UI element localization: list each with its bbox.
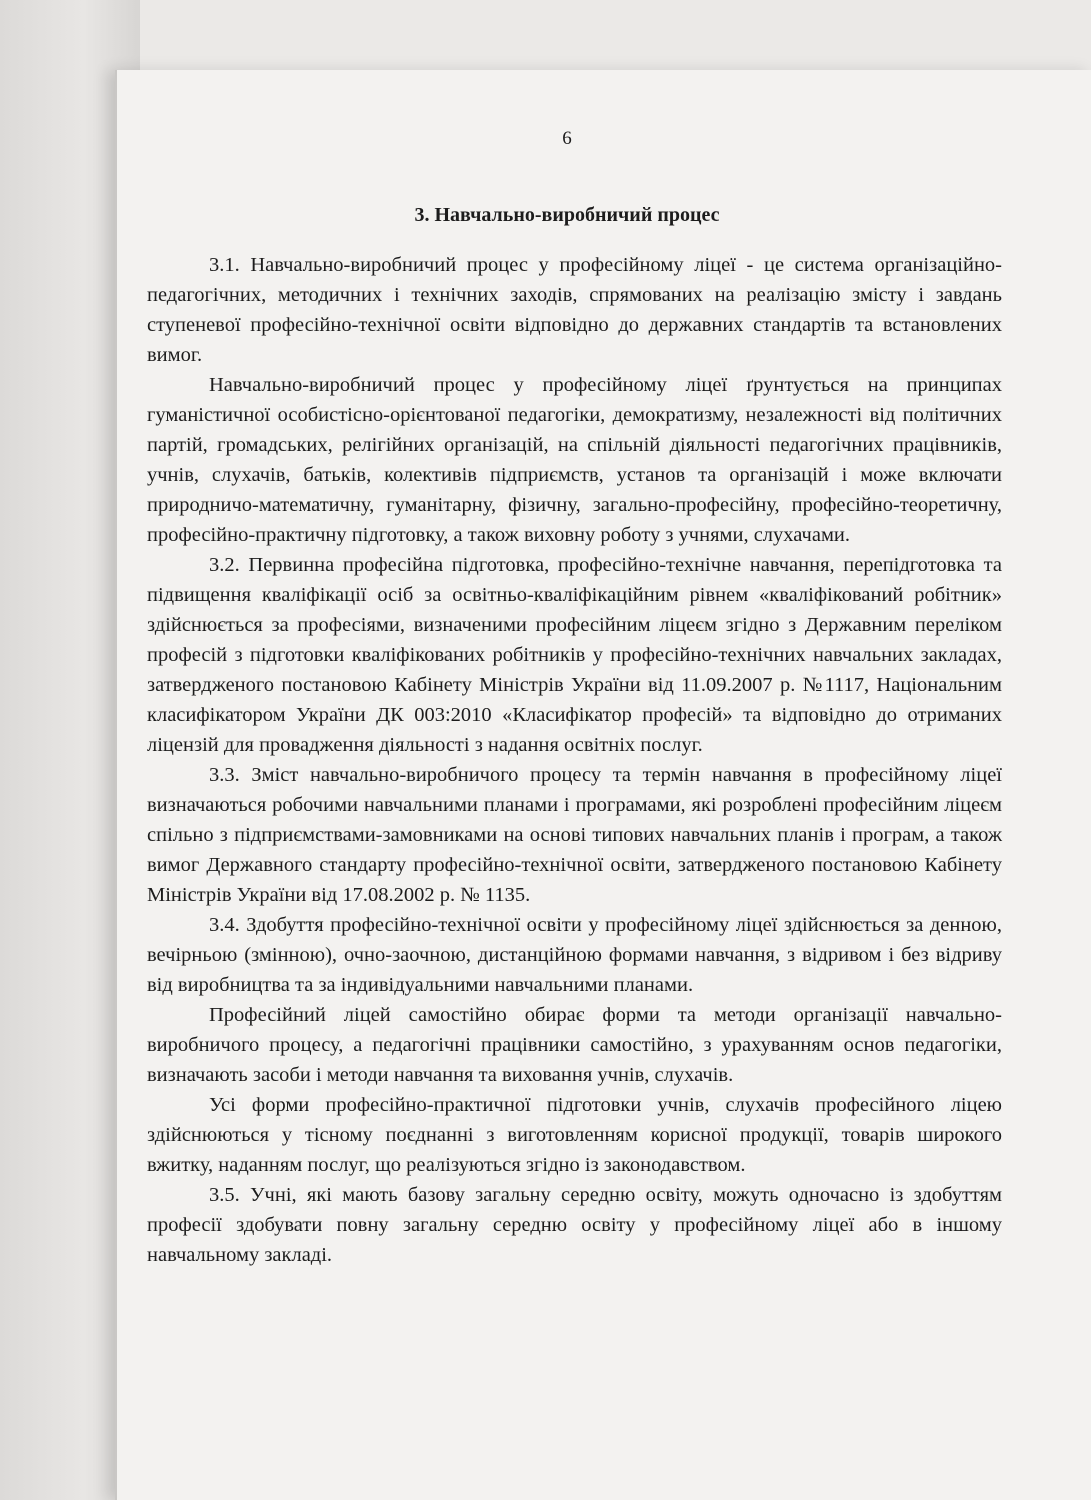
- section-title: 3. Навчально-виробничий процес: [414, 204, 720, 226]
- paragraph-3-4: 3.4. Здобуття професійно-технічної освіти у професійному ліцеї здійснюється за денною, вечірньою (змінною), очно-заочною, дистанційною формами навчання, з відривом і без відриву від виробництва та за індивідуальними навчальними планами.: [147, 914, 1002, 996]
- paragraph-principles: Навчально-виробничий процес у професійному ліцеї ґрунтується на принципах гуманістичної особистісно-орієнтованої педагогіки, демократизму, незалежності від політичних партій, громадських, релігійних організацій, на спільній діяльності педагогічних працівників, учнів, слухачів, батьків, колективів підприємств, установ та організацій і може включати природничо-математичну, гуманітарну, фізичну, загально-професійну, професійно-теоретичну, професійно-практичну підготовку, а також виховну роботу з учнями, слухачами.: [147, 374, 1002, 546]
- paragraph-3-5: 3.5. Учні, які мають базову загальну середню освіту, можуть одночасно із здобуттям професії здобувати повну загальну середню освіту у професійному ліцеї або в іншому навчальному закладі.: [147, 1184, 1002, 1266]
- paragraph-methods: Професійний ліцей самостійно обирає форми та методи організації навчально-виробничого процесу, а педагогічні працівники самостійно, з урахуванням основ педагогіки, визначають засоби і методи навчання та виховання учнів, слухачів.: [147, 1004, 1002, 1086]
- body-text: [147, 250, 1002, 1270]
- scan-top-margin: [0, 0, 1091, 70]
- paragraph-3-3: 3.3. Зміст навчально-виробничого процесу та термін навчання в професійному ліцеї визначаються робочими навчальними планами і програмами, які розроблені професійним ліцеєм спільно з підприємствами-замовниками на основі типових навчальних планів і програм, а також вимог Державного стандарту професійно-технічної освіти, затвердженого постановою Кабінету Міністрів України від 17.08.2002 р. № 1135.: [147, 764, 1002, 906]
- document-page: [115, 70, 1091, 1500]
- page-number: 6: [562, 128, 572, 149]
- paragraph-3-1: 3.1. Навчально-виробничий процес у професійному ліцеї - це система організаційно-педагогічних, методичних і технічних заходів, спрямованих на реалізацію змісту і завдань ступеневої професійно-технічної освіти відповідно до державних стандартів та встановлених вимог.: [147, 254, 1002, 366]
- paragraph-3-2: 3.2. Первинна професійна підготовка, професійно-технічне навчання, перепідготовка та підвищення кваліфікації осіб за освітньо-кваліфікаційним рівнем «кваліфікований робітник» здійснюється за професіями, визначеними професійним ліцеєм згідно з Державним переліком професій з підготовки кваліфікованих робітників у професійно-технічних навчальних закладах, затвердженого постановою Кабінету Міністрів України від 11.09.2007 р. №1117, Національним класифікатором України ДК 003:2010 «Класифікатор професій» та відповідно до отриманих ліцензій для провадження діяльності з надання освітніх послуг.: [147, 554, 1002, 756]
- paragraph-practical-training: Усі форми професійно-практичної підготовки учнів, слухачів професійного ліцею здійснюються у тісному поєднанні з виготовленням корисної продукції, товарів широкого вжитку, наданням послуг, що реалізуються згідно із законодавством.: [147, 1094, 1002, 1176]
